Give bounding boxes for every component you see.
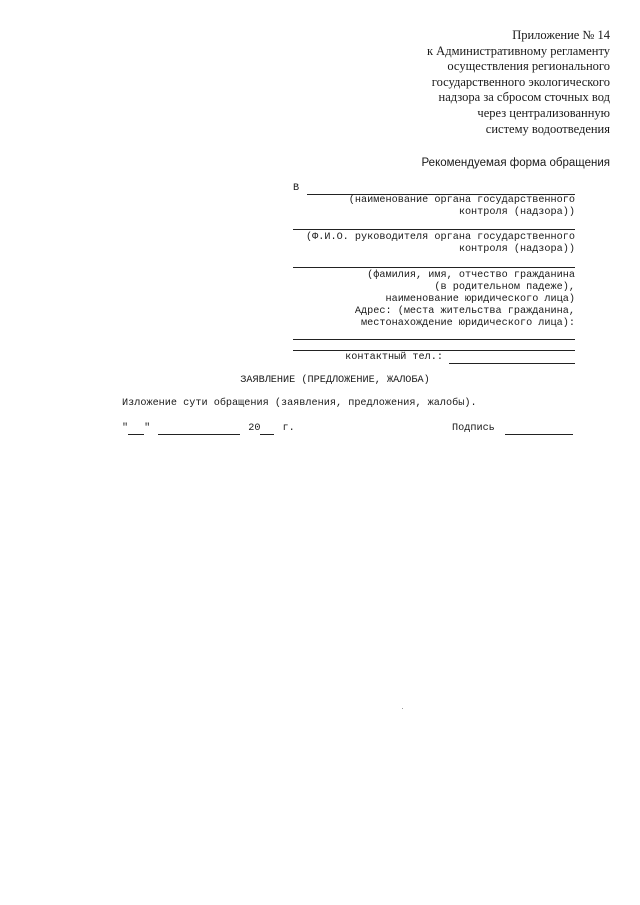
address-fill-line-2[interactable] <box>293 350 575 351</box>
authority-field <box>293 183 575 195</box>
address-label-2: местонахождение юридического лица): <box>361 318 575 329</box>
applicant-fill-line[interactable] <box>293 267 575 268</box>
appendix-header <box>427 28 610 137</box>
date-quote-close: " <box>144 423 151 434</box>
contact-phone-field <box>293 352 575 364</box>
year-fill-line[interactable] <box>260 424 274 435</box>
appendix-line: к Административному регламенту <box>426 43 610 58</box>
head-hint-1: (Ф.И.О. руководителя органа государственного <box>306 232 575 243</box>
year-prefix: 20 <box>248 423 261 434</box>
signature-fill-line[interactable] <box>505 424 573 435</box>
appendix-line: государственного экологического <box>431 74 610 89</box>
form-heading: Рекомендуемая форма обращения <box>421 157 610 169</box>
addressee-prefix: В <box>293 183 300 194</box>
contact-label: контактный тел.: <box>345 352 443 363</box>
head-fill-line[interactable] <box>293 229 575 230</box>
appendix-line: через централизованную <box>477 105 610 120</box>
appendix-line: Приложение № 14 <box>512 28 610 42</box>
contact-phone-fill-line[interactable] <box>449 353 575 364</box>
authority-hint-2: контроля (надзора)) <box>458 207 575 218</box>
applicant-hint-2: (в родительном падеже), <box>434 282 575 293</box>
signature-field <box>452 423 573 435</box>
applicant-hint-3: наименование юридического лица) <box>385 294 575 305</box>
scan-speck <box>402 708 403 709</box>
head-hint-2: контроля (надзора)) <box>458 244 575 255</box>
appendix-line: осуществления регионального <box>447 59 610 74</box>
authority-fill-line[interactable] <box>307 184 575 195</box>
appendix-line: систему водоотведения <box>485 121 610 136</box>
year-suffix: г. <box>282 423 295 434</box>
authority-hint-1: (наименование органа государственного <box>348 195 575 206</box>
applicant-hint-1: (фамилия, имя, отчество гражданина <box>367 270 575 281</box>
date-quote-open: " <box>122 423 129 434</box>
statement-title: ЗАЯВЛЕНИЕ (ПРЕДЛОЖЕНИЕ, ЖАЛОБА) <box>240 375 430 386</box>
day-fill-line[interactable] <box>128 424 144 435</box>
address-label-1: Адрес: (места жительства гражданина, <box>354 306 575 317</box>
month-fill-line[interactable] <box>158 424 240 435</box>
appendix-line: надзора за сбросом сточных вод <box>438 90 610 105</box>
signature-label: Подпись <box>452 423 495 434</box>
statement-body: Изложение сути обращения (заявления, предложения, жалобы). <box>122 398 477 409</box>
date-field <box>122 423 295 435</box>
addressee-block <box>293 183 575 364</box>
